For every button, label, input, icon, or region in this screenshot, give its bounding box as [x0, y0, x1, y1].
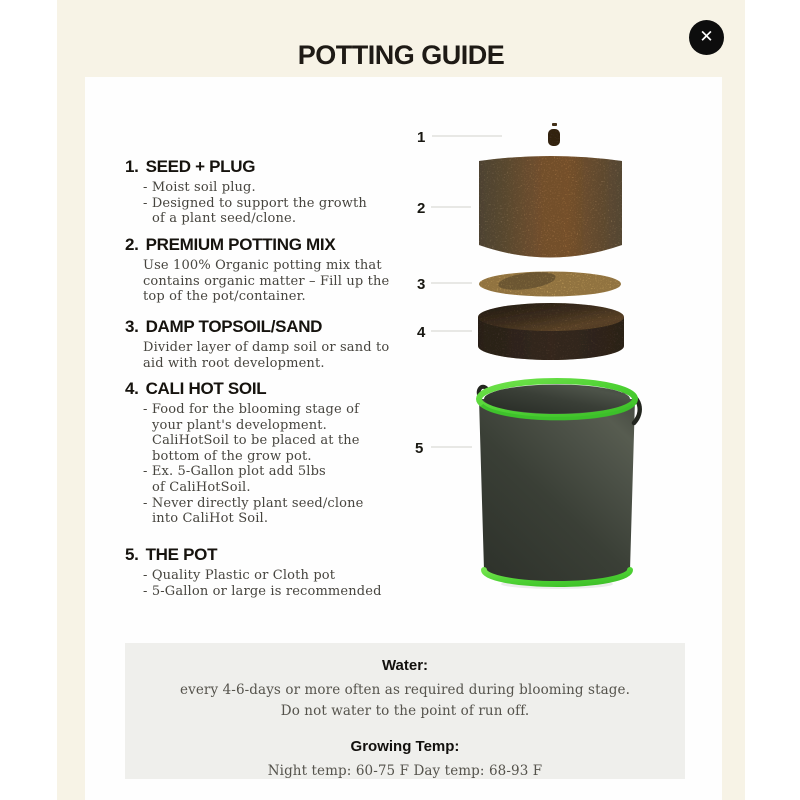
modal-background-panel — [57, 0, 745, 800]
care-info-box — [125, 643, 685, 779]
damp-topsoil-sand-layer — [479, 269, 621, 296]
close-icon: ✕ — [699, 27, 714, 47]
diagram-label-4: 4 — [417, 324, 426, 341]
step-cali-hot-soil — [125, 380, 420, 527]
growing-temp-line: Night temp: 60-75 F Day temp: 68-93 F — [267, 763, 543, 779]
step-line: Divider layer of damp soil or sand to — [143, 340, 390, 355]
step-line: your plant's development. — [152, 417, 327, 433]
diagram-label-1: 1 — [417, 129, 426, 146]
close-button[interactable] — [689, 20, 724, 55]
step-title: 4. CALI HOT SOIL — [125, 379, 267, 398]
water-line: Do not water to the point of run off. — [280, 703, 530, 719]
growing-temp-title: Growing Temp: — [350, 738, 460, 755]
diagram-label-3: 3 — [417, 276, 426, 293]
step-line: - 5-Gallon or large is recommended — [143, 583, 382, 599]
potting-diagram — [400, 115, 670, 600]
water-title: Water: — [381, 657, 429, 674]
step-line: of a plant seed/clone. — [152, 211, 297, 227]
step-title: 5. THE POT — [125, 545, 218, 564]
grow-pot-layer — [479, 381, 640, 589]
premium-potting-mix-layer — [479, 156, 622, 258]
step-line: CaliHotSoil to be placed at the — [152, 433, 360, 449]
page-title: POTTING GUIDE — [297, 40, 505, 71]
water-line: every 4-6-days or more often as required during blooming stage. — [180, 682, 630, 698]
seed-plug-layer — [548, 123, 560, 146]
step-line: - Moist soil plug. — [143, 180, 256, 195]
diagram-label-5: 5 — [415, 440, 424, 457]
step-line: - Ex. 5-Gallon plot add 5lbs — [143, 464, 326, 480]
step-premium-potting-mix — [125, 236, 420, 305]
step-line: Use 100% Organic potting mix that — [143, 258, 382, 273]
step-seed-plug — [125, 158, 420, 227]
step-line: - Never directly plant seed/clone — [143, 495, 364, 511]
step-line: into CaliHot Soil. — [152, 511, 269, 527]
content-card — [85, 77, 722, 800]
step-line: - Food for the blooming stage of — [143, 402, 360, 417]
cali-hot-soil-layer — [478, 303, 624, 360]
step-line: aid with root development. — [143, 355, 325, 371]
step-damp-topsoil-sand — [125, 318, 420, 371]
step-line: contains organic matter – Fill up the — [143, 273, 390, 289]
step-title: 3. DAMP TOPSOIL/SAND — [125, 317, 323, 336]
step-title: 1. SEED + PLUG — [125, 157, 256, 176]
step-title: 2. PREMIUM POTTING MIX — [125, 235, 336, 254]
step-line: of CaliHotSoil. — [152, 479, 251, 495]
step-line: top of the pot/container. — [143, 289, 306, 305]
step-line: - Quality Plastic or Cloth pot — [143, 568, 336, 583]
diagram-label-2: 2 — [417, 200, 426, 217]
step-line: bottom of the grow pot. — [152, 448, 312, 464]
step-line: - Designed to support the growth — [143, 195, 367, 211]
step-the-pot — [125, 546, 420, 599]
